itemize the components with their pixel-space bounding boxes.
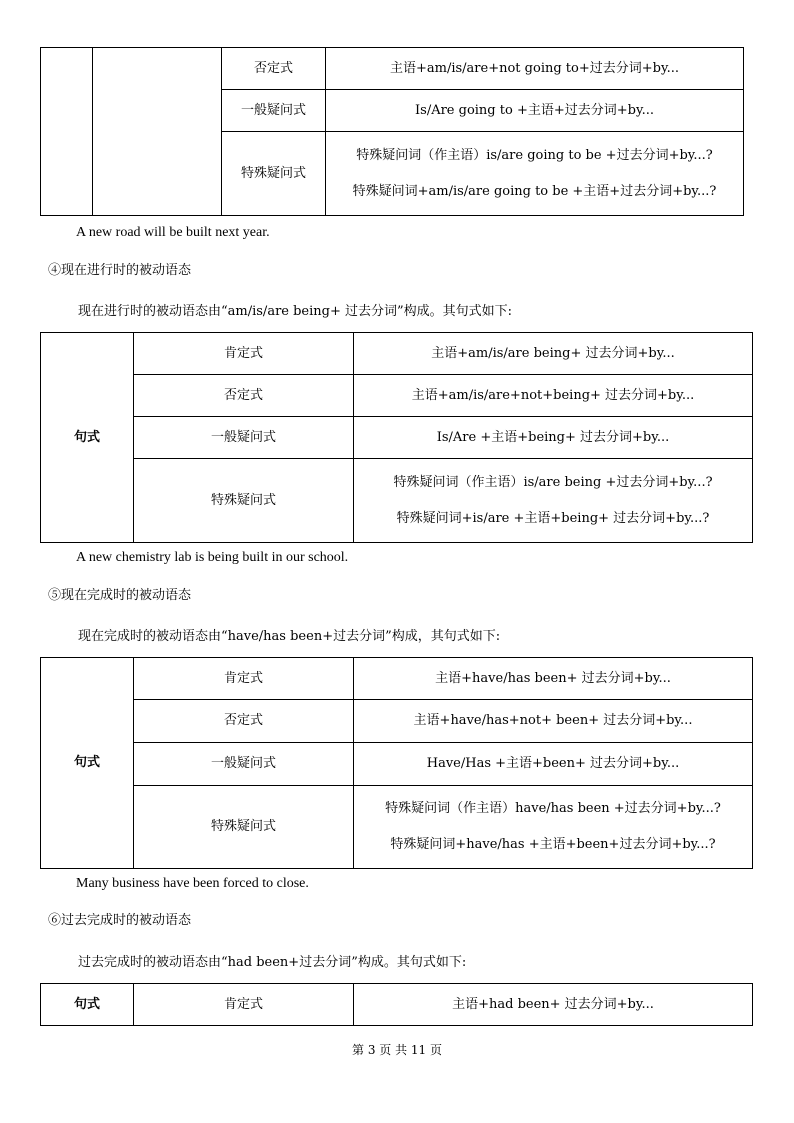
section-intro: 过去完成时的被动语态由“had been+过去分词”构成。其句式如下: [78, 955, 467, 970]
table-row [41, 743, 753, 786]
table-row [41, 48, 744, 90]
table-row [41, 375, 753, 417]
row-content: 主语+am/is/are+not+being+ 过去分词+by... [354, 375, 753, 417]
row-label: 肯定式 [134, 333, 354, 375]
content-line: 特殊疑问词（作主语）is/are going to be +过去分词+by...? [356, 147, 713, 163]
row-content [326, 132, 744, 216]
table-present-perfect-passive [40, 657, 753, 869]
row-content: Is/Are +主语+being+ 过去分词+by... [354, 417, 753, 459]
table-row [41, 984, 753, 1026]
row-content: Is/Are going to +主语+过去分词+by... [326, 90, 744, 132]
row-content: Have/Has +主语+been+ 过去分词+by... [354, 743, 753, 786]
empty-cell [93, 48, 222, 216]
page-footer: 第 3 页 共 11 页 [352, 1043, 442, 1057]
empty-cell [41, 48, 93, 216]
row-label: 特殊疑问式 [134, 459, 354, 543]
row-label: 一般疑问式 [222, 90, 326, 132]
row-label: 否定式 [134, 375, 354, 417]
section-intro: 现在进行时的被动语态由“am/is/are being+ 过去分词”构成。其句式如下: [78, 304, 513, 319]
table-row [41, 786, 753, 869]
row-content: 主语+have/has+not+ been+ 过去分词+by... [354, 700, 753, 743]
row-label: 肯定式 [134, 984, 354, 1026]
row-content: 主语+am/is/are being+ 过去分词+by... [354, 333, 753, 375]
row-label: 特殊疑问式 [222, 132, 326, 216]
section-heading: ⑤现在完成时的被动语态 [48, 588, 192, 603]
side-label: 句式 [41, 984, 134, 1026]
table-present-continuous-passive [40, 332, 753, 543]
content-line: 特殊疑问词+am/is/are going to be +主语+过去分词+by...? [352, 183, 717, 199]
row-content: 主语+have/has been+ 过去分词+by... [354, 658, 753, 700]
side-label: 句式 [41, 333, 134, 543]
row-content [354, 786, 753, 869]
row-content: 主语+had been+ 过去分词+by... [354, 984, 753, 1026]
row-label: 肯定式 [134, 658, 354, 700]
side-label: 句式 [41, 658, 134, 869]
table-row [41, 333, 753, 375]
content-line: 特殊疑问词+is/are +主语+being+ 过去分词+by...? [396, 510, 710, 526]
content-line: 特殊疑问词+have/has +主语+been+过去分词+by...? [390, 837, 716, 852]
example-sentence: A new road will be built next year. [76, 225, 270, 240]
section-intro: 现在完成时的被动语态由“have/has been+过去分词”构成，其句式如下: [78, 629, 501, 644]
table-row [41, 459, 753, 543]
row-label: 特殊疑问式 [134, 786, 354, 869]
table-going-to-passive [40, 47, 744, 216]
row-content [354, 459, 753, 543]
row-content: 主语+am/is/are+not going to+过去分词+by... [326, 48, 744, 90]
section-heading: ④现在进行时的被动语态 [48, 263, 192, 278]
table-row [41, 700, 753, 743]
section-heading: ⑥过去完成时的被动语态 [48, 913, 192, 928]
row-label: 一般疑问式 [134, 743, 354, 786]
table-past-perfect-passive [40, 983, 753, 1026]
row-label: 否定式 [134, 700, 354, 743]
row-label: 否定式 [222, 48, 326, 90]
content-line: 特殊疑问词（作主语）is/are being +过去分词+by...? [393, 474, 713, 490]
content-line: 特殊疑问词（作主语）have/has been +过去分词+by...? [385, 801, 721, 817]
row-label: 一般疑问式 [134, 417, 354, 459]
example-sentence: A new chemistry lab is being built in our school. [76, 550, 349, 565]
table-row [41, 658, 753, 700]
table-row [41, 417, 753, 459]
example-sentence: Many business have been forced to close. [76, 876, 309, 891]
